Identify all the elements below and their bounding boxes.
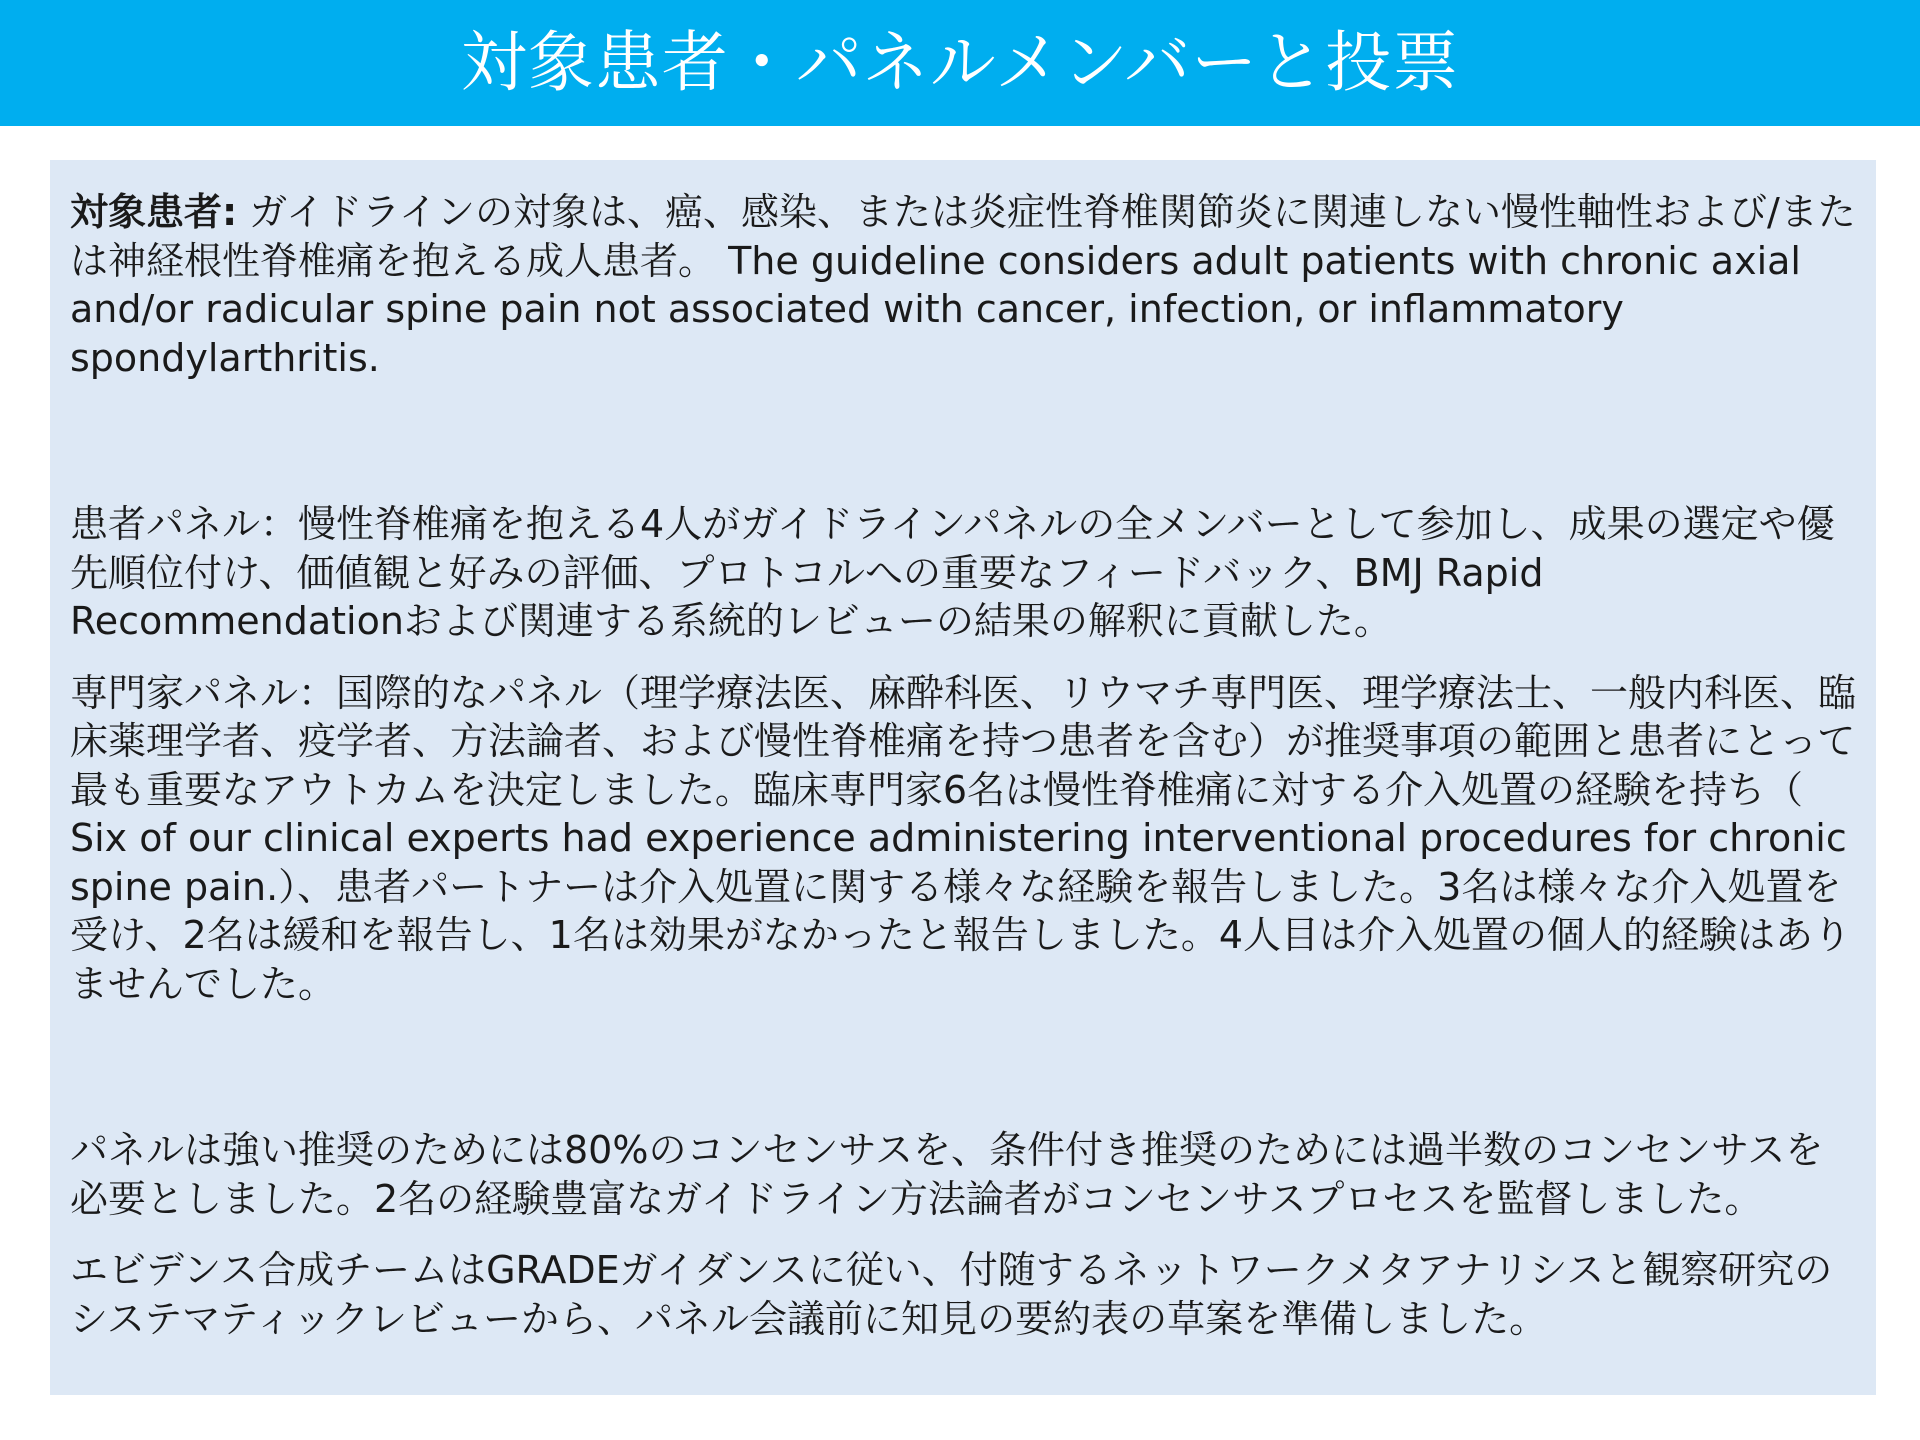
target-patients-paragraph: [70, 188, 1858, 382]
expert-panel-paragraph: 専門家パネル：国際的なパネル（理学療法医、麻酔科医、リウマチ専門医、理学療法士、一般内科医、臨床薬理学者、疫学者、方法論者、および慢性脊椎痛を持つ患者を含む）が推奨事項の範囲と患者にとって最も重要なアウトカムを決定しました。臨床専門家6名は慢性脊椎痛に対する介入処置の経験を持ち（ Six of our clinical experts had experience administering interventional procedures for chronic spine pain.）、患者パートナーは介入処置に関する様々な経験を報告しました。3名は様々な介入処置を受け、2名は緩和を報告し、1名は効果がなかったと報告しました。4人目は介入処置の個人的経験はありませんでした。: [70, 670, 1857, 1006]
patient-panel-paragraph: 患者パネル：慢性脊椎痛を抱える4人がガイドラインパネルの全メンバーとして参加し、成果の選定や優先順位付け、価値観と好みの評価、プロトコルへの重要なフィードバック、BMJ Rapid Recommendationおよび関連する系統的レビューの結果の解釈に貢献した。: [70, 502, 1835, 643]
page-title: 対象患者・パネルメンバーと投票: [460, 24, 1460, 101]
content-panel: [50, 160, 1876, 1395]
title-bar: [0, 0, 1920, 126]
target-patients-text: ガイドラインの対象は、癌、感染、または炎症性脊椎関節炎に関連しない慢性軸性および/または神経根性脊椎痛を抱える成人患者。 The guideline considers adult patients with chronic axial and/or radicular spine pain not associated with cancer, infection, or inflammatory spondylarthritis.: [70, 190, 1856, 380]
consensus-paragraph: パネルは強い推奨のためには80%のコンセンサスを、条件付き推奨のためには過半数のコンセンサスを必要としました。2名の経験豊富なガイドライン方法論者がコンセンサスプロセスを監督しました。: [70, 1128, 1824, 1221]
target-patients-label: 対象患者:: [70, 190, 238, 234]
evidence-team-paragraph: エビデンス合成チームはGRADEガイダンスに従い、付随するネットワークメタアナリシスと観察研究のシステマティックレビューから、パネル会議前に知見の要約表の草案を準備しました。: [70, 1248, 1833, 1341]
